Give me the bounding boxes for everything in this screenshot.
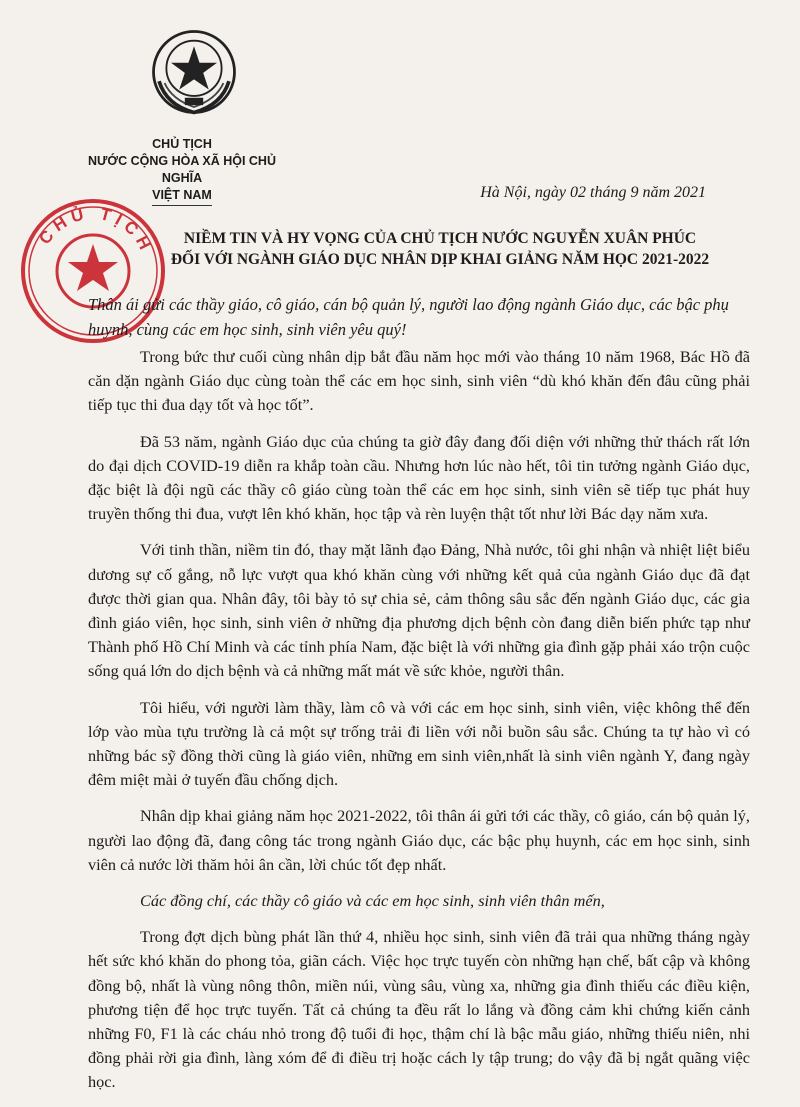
paragraph: Trong đợt dịch bùng phát lần thứ 4, nhiều học sinh, sinh viên đã trải qua những tháng ngày hết sức khó khăn do phong tỏa, giãn cách. Việc học trực tuyến còn những hạn chế, bất cập và không đồng bộ, nhất là vùng nông thôn, miền núi, vùng sâu, vùng xa, những gia đình thiếu các điều kiện, phương tiện để học trực tuyến. Tất cả chúng ta đều rất lo lắng và đồng cảm khi chứng kiến cảnh những F0, F1 là các cháu nhỏ trong độ tuổi đi học, thậm chí là bậc mẫu giáo, những thiếu niên, nhi đồng phải rời gia đình, làng xóm để đi điều trị hoặc cách ly tập trung; do vậy đã bị ngắt quãng việc học. [88,927,750,1092]
issuer-line-1: CHỦ TỊCH [152,137,212,151]
title-line-1: NIỀM TIN VÀ HY VỌNG CỦA CHỦ TỊCH NƯỚC NGUYỄN XUÂN PHÚC [183,230,697,247]
issuer-line-3: VIỆT NAM [152,187,212,206]
issuer-line-2: NƯỚC CỘNG HÒA XÃ HỘI CHỦ NGHĨA [88,154,276,185]
paragraph: Đã 53 năm, ngành Giáo dục của chúng ta giờ đây đang đối diện với những thử thách rất lớn do đại dịch COVID-19 diễn ra khắp toàn cầu. Nhưng hơn lúc nào hết, tôi tin tưởng ngành Giáo dục, đặc biệt là đội ngũ các thầy cô giáo cùng toàn thể các em học sinh, sinh viên sẽ tiếp tục phát huy truyền thống thi đua, vượt lên khó khăn, học tập và rèn luyện thật tốt như lời Bác dạy năm xưa. [88,431,750,524]
letter-title [150,228,730,270]
paragraph: Nhân dịp khai giảng năm học 2021-2022, tôi thân ái gửi tới các thầy, cô giáo, cán bộ quản lý, người lao động đã, đang công tác trong ngành Giáo dục, các bậc phụ huynh, các em học sinh, sinh viên cả nước lời thăm hỏi ân cần, lời chúc tốt đẹp nhất. [88,806,750,874]
dateline: Hà Nội, ngày 02 tháng 9 năm 2021 [480,184,706,201]
paragraph: Tôi hiểu, với người làm thầy, làm cô và với các em học sinh, sinh viên, việc không thể đến lớp vào mùa tựu trường là cả một sự trống trải đi liền với nỗi buồn sâu sắc. Chúng ta tự hào vì có những bác sỹ đồng thời cũng là giáo viên, những em sinh viên,nhất là sinh viên ngành Y, đang ngày đêm miệt mài ở tuyến đầu chống dịch. [88,697,750,790]
seal-text: CHỦ TỊCH [35,203,157,258]
title-line-2: ĐỐI VỚI NGÀNH GIÁO DỤC NHÂN DỊP KHAI GIẢNG NĂM HỌC 2021-2022 [170,251,710,268]
letter-body [88,345,750,1107]
national-emblem-icon [148,26,240,118]
paragraph: Với tinh thần, niềm tin đó, thay mặt lãnh đạo Đảng, Nhà nước, tôi ghi nhận và nhiệt liệt biểu dương sự cố gắng, nỗ lực vượt qua khó khăn cùng với những kết quả của ngành Giáo dục đã đạt được thời gian qua. Nhân đây, tôi bày tỏ sự chia sẻ, cảm thông sâu sắc đến ngành Giáo dục, các gia đình giáo viên, học sinh, sinh viên ở những địa phương dịch bệnh còn đang diễn biến phức tạp như Thành phố Hồ Chí Minh và các tỉnh phía Nam, đặc biệt là với những gia đình gặp phải xáo trộn cuộc sống quá lớn do dịch bệnh và cả những mất mát về sức khỏe, người thân. [88,540,750,681]
paragraph: Trong bức thư cuối cùng nhân dịp bắt đầu năm học mới vào tháng 10 năm 1968, Bác Hồ đã căn dặn ngành Giáo dục cùng toàn thể các em học sinh, sinh viên “dù khó khăn đến đâu cũng phải tiếp tục thi đua dạy tốt và học tốt”. [88,347,750,415]
greeting-paragraph: Các đồng chí, các thầy cô giáo và các em học sinh, sinh viên thân mến, [140,891,605,911]
salutation: Thân ái gửi các thầy giáo, cô giáo, cán bộ quản lý, người lao động ngành Giáo dục, các bậc phụ huynh, cùng các em học sinh, sinh viên yêu quý! [88,295,729,339]
